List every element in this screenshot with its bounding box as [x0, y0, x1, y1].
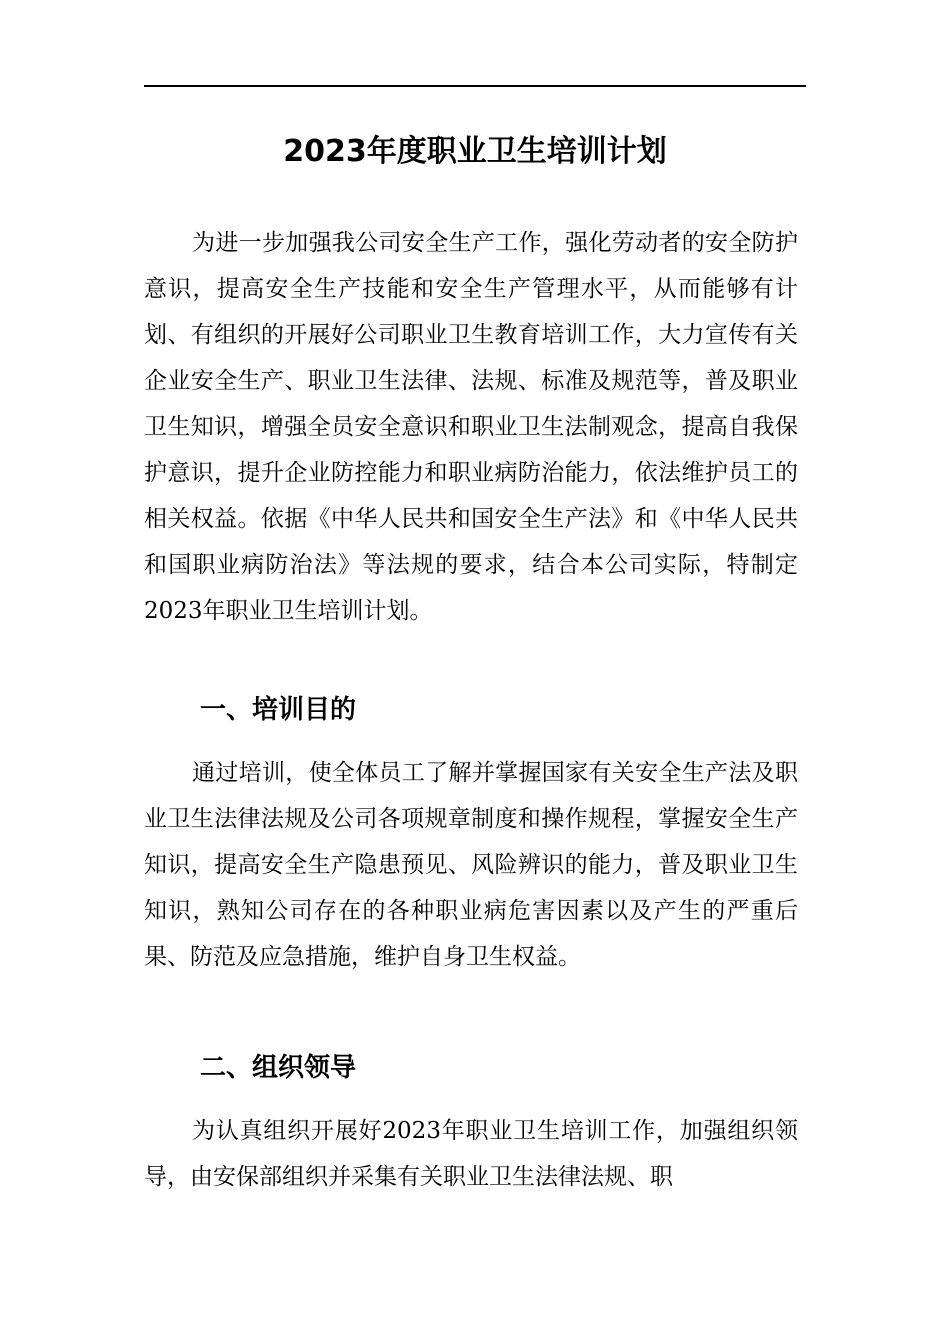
- header-rule: [144, 85, 806, 87]
- section-paragraph-organization: 为认真组织开展好2023年职业卫生培训工作，加强组织领导，由安保部组织并采集有关职业卫生法律法规、职: [144, 1118, 798, 1190]
- section-paragraph-purpose: 通过培训，使全体员工了解并掌握国家有关安全生产法及职业卫生法律法规及公司各项规章制度和操作规程，掌握安全生产知识，提高安全生产隐患预见、风险辨识的能力，普及职业卫生知识，熟知公司存在的各种职业病危害因素以及产生的严重后果、防范及应急措施，维护自身卫生权益。: [144, 760, 798, 970]
- section-heading-purpose: 一、培训目的: [200, 695, 357, 725]
- intro-paragraph: 为进一步加强我公司安全生产工作，强化劳动者的安全防护意识，提高安全生产技能和安全生产管理水平，从而能够有计划、有组织的开展好公司职业卫生教育培训工作，大力宣传有关企业安全生产、职业卫生法律、法规、标准及规范等，普及职业卫生知识，增强全员安全意识和职业卫生法制观念，提高自我保护意识，提升企业防控能力和职业病防治能力，依法维护员工的相关权益。依据《中华人民共和国安全生产法》和《中华人民共和国职业病防治法》等法规的要求，结合本公司实际，特制定2023年职业卫生培训计划。: [144, 230, 798, 624]
- document-title: 2023年度职业卫生培训计划: [283, 134, 667, 169]
- section-heading-organization: 二、组织领导: [200, 1053, 357, 1083]
